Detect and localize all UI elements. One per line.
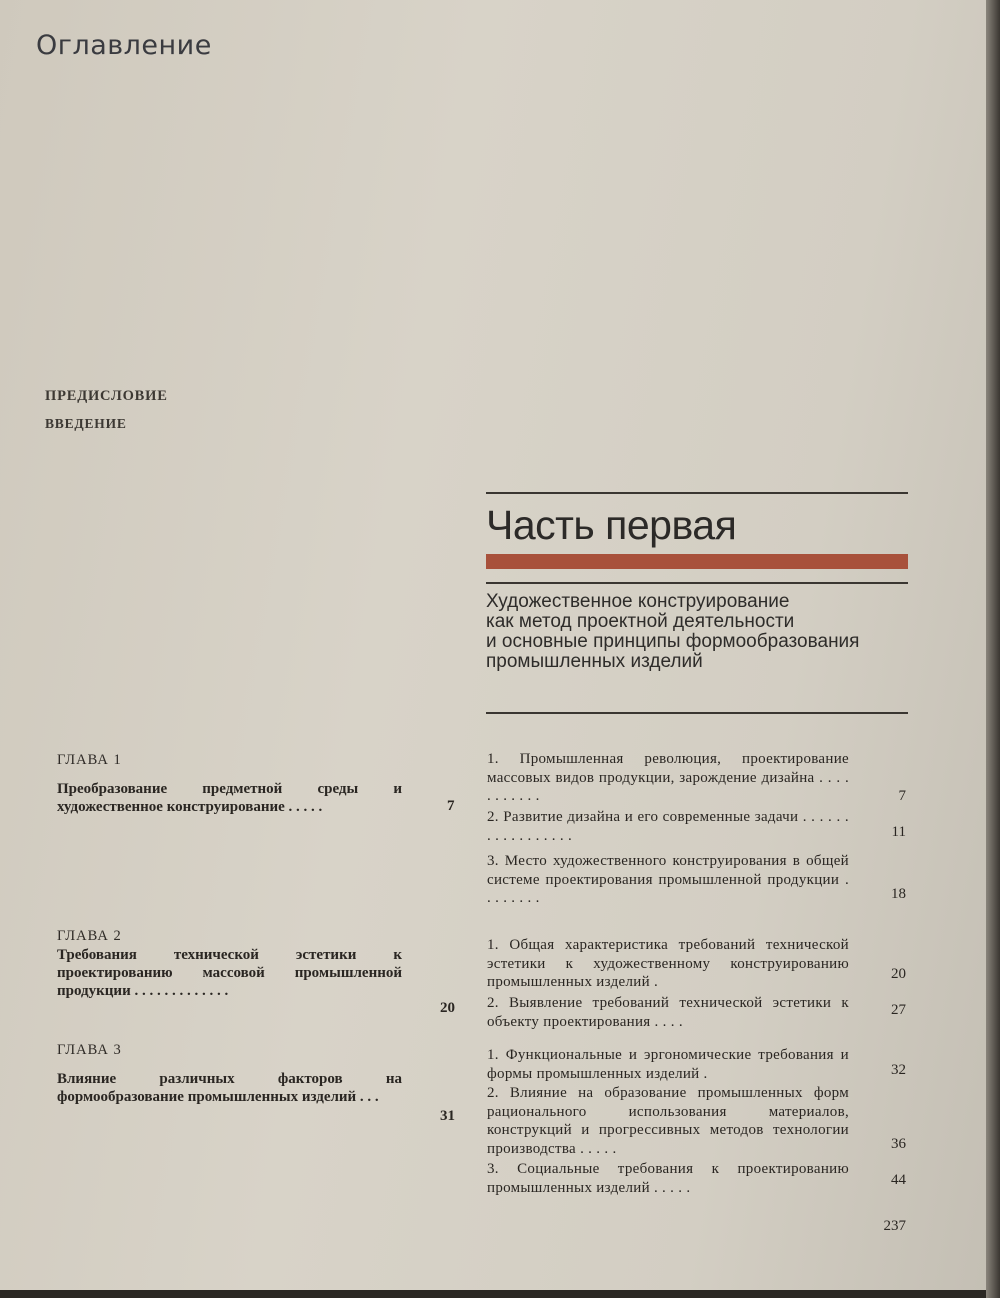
- section-page-number: 36: [891, 1136, 906, 1152]
- section-page-number: 20: [891, 966, 906, 982]
- section-page-number: 11: [891, 824, 906, 840]
- chapter-label: ГЛАВА 1: [57, 752, 122, 768]
- part-top-rule: [486, 492, 908, 494]
- page-edge-shadow: [986, 0, 1000, 1298]
- front-matter-introduction: ВВЕДЕНИЕ: [45, 416, 127, 431]
- chapter-label: ГЛАВА 2: [57, 928, 122, 944]
- section-entry: 2. Выявление требований технической эстетики к объекту проектирования . . . .: [487, 995, 849, 1030]
- chapter-page-number: 7: [447, 798, 455, 814]
- section-entry: 3. Место художественного конструирования в общей системе проектирования промышленной продукции . . . . . . . .: [487, 853, 849, 907]
- chapter-label: ГЛАВА 3: [57, 1042, 122, 1058]
- section-page-number: 18: [891, 886, 906, 902]
- section-entry: 3. Социальные требования к проектированию промышленных изделий . . . . .: [487, 1161, 849, 1196]
- part-subtitle-line: и основные принципы формообразования: [486, 631, 860, 652]
- folio-page-number: 237: [883, 1218, 906, 1234]
- section-page-number: 27: [891, 1002, 906, 1018]
- section-entry: 2. Развитие дизайна и его современные задачи . . . . . . . . . . . . . . . . .: [487, 809, 849, 844]
- section-page-number: 7: [898, 788, 906, 804]
- chapter-title: Влияние различных факторов на формообразование промышленных изделий . . .: [57, 1071, 402, 1105]
- part-sub-rule: [486, 582, 908, 584]
- part-subtitle-line: Художественное конструирование: [486, 591, 790, 612]
- part-subtitle-line: как метод проектной деятельности: [486, 611, 795, 632]
- chapter-page-number: 20: [440, 1000, 455, 1016]
- section-entry: 1. Функциональные и эргономические требования и формы промышленных изделий .: [487, 1047, 849, 1082]
- front-matter-preface: ПРЕДИСЛОВИЕ: [45, 388, 168, 404]
- part-title: Часть первая: [486, 502, 737, 548]
- part-bottom-rule: [486, 712, 908, 714]
- section-entry: 1. Промышленная революция, проектирование массовых видов продукции, зарождение дизайна . . . . . . . . . . .: [487, 751, 849, 805]
- section-entry: 1. Общая характеристика требований технической эстетики к художественному конструированию промышленных изделий .: [487, 937, 849, 991]
- section-page-number: 44: [891, 1172, 906, 1188]
- part-subtitle-line: промышленных изделий: [486, 651, 703, 672]
- chapter-title: Преобразование предметной среды и художественное конструирование . . . . .: [57, 781, 402, 815]
- chapter-title: Требования технической эстетики к проектированию массовой промышленной продукции . . . . . . . . . . . . .: [57, 947, 402, 999]
- section-entry: 2. Влияние на образование промышленных форм рационального использования материалов, конструкций и прогрессивных методов технологии производства . . . . .: [487, 1085, 849, 1157]
- part-subtitle: [486, 592, 916, 672]
- page-title: Оглавление: [36, 30, 212, 61]
- section-page-number: 32: [891, 1062, 906, 1078]
- part-accent-bar: [486, 554, 908, 569]
- chapter-page-number: 31: [440, 1108, 455, 1124]
